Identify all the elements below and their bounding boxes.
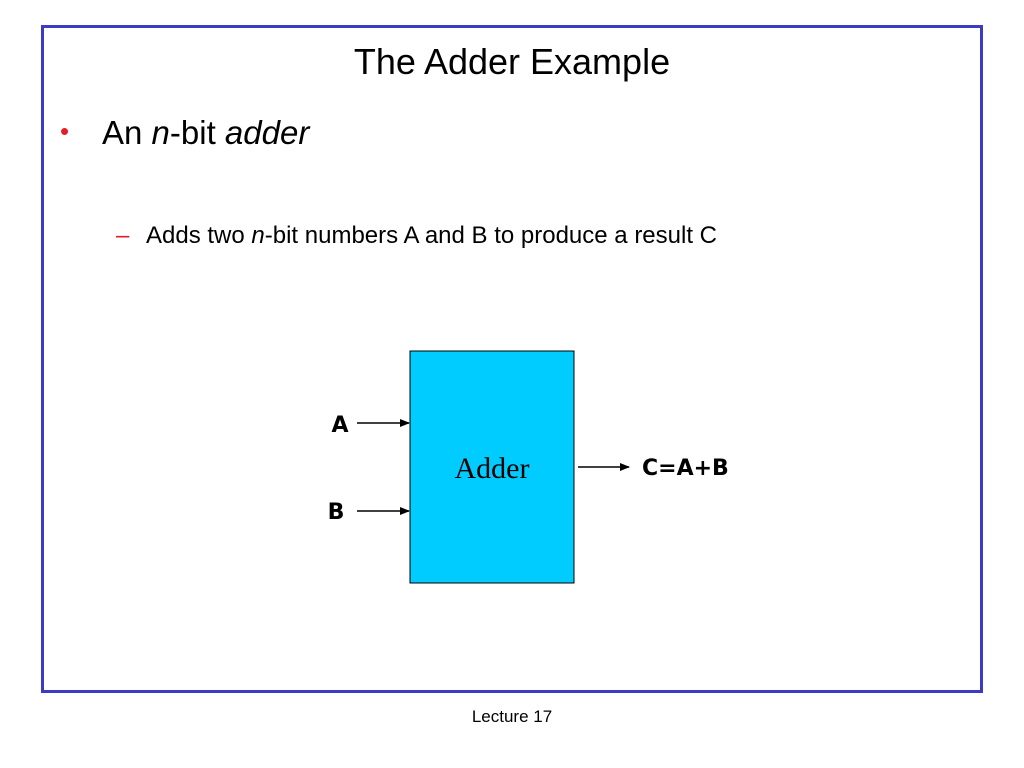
bullet-text-mid: -bit [169, 114, 225, 151]
input-a-label: A [331, 413, 349, 438]
adder-block-label: Adder [454, 452, 530, 485]
sub-bullet-italic-n: n [251, 222, 265, 249]
input-b-label: B [327, 500, 345, 525]
bullet-text-before: An [102, 114, 152, 151]
bullet-marker: • [60, 116, 70, 146]
sub-bullet-text-after: -bit numbers A and B to produce a result C [264, 222, 717, 249]
slide-title: The Adder Example [353, 41, 671, 82]
footer-text: Lecture 17 [471, 707, 553, 726]
output-label: C=A+B [642, 456, 729, 481]
sub-bullet-marker: – [116, 222, 130, 249]
bullet-italic-n: n [151, 114, 170, 151]
sub-bullet-text-before: Adds two [146, 222, 252, 249]
bullet-italic-word: adder [224, 114, 310, 151]
